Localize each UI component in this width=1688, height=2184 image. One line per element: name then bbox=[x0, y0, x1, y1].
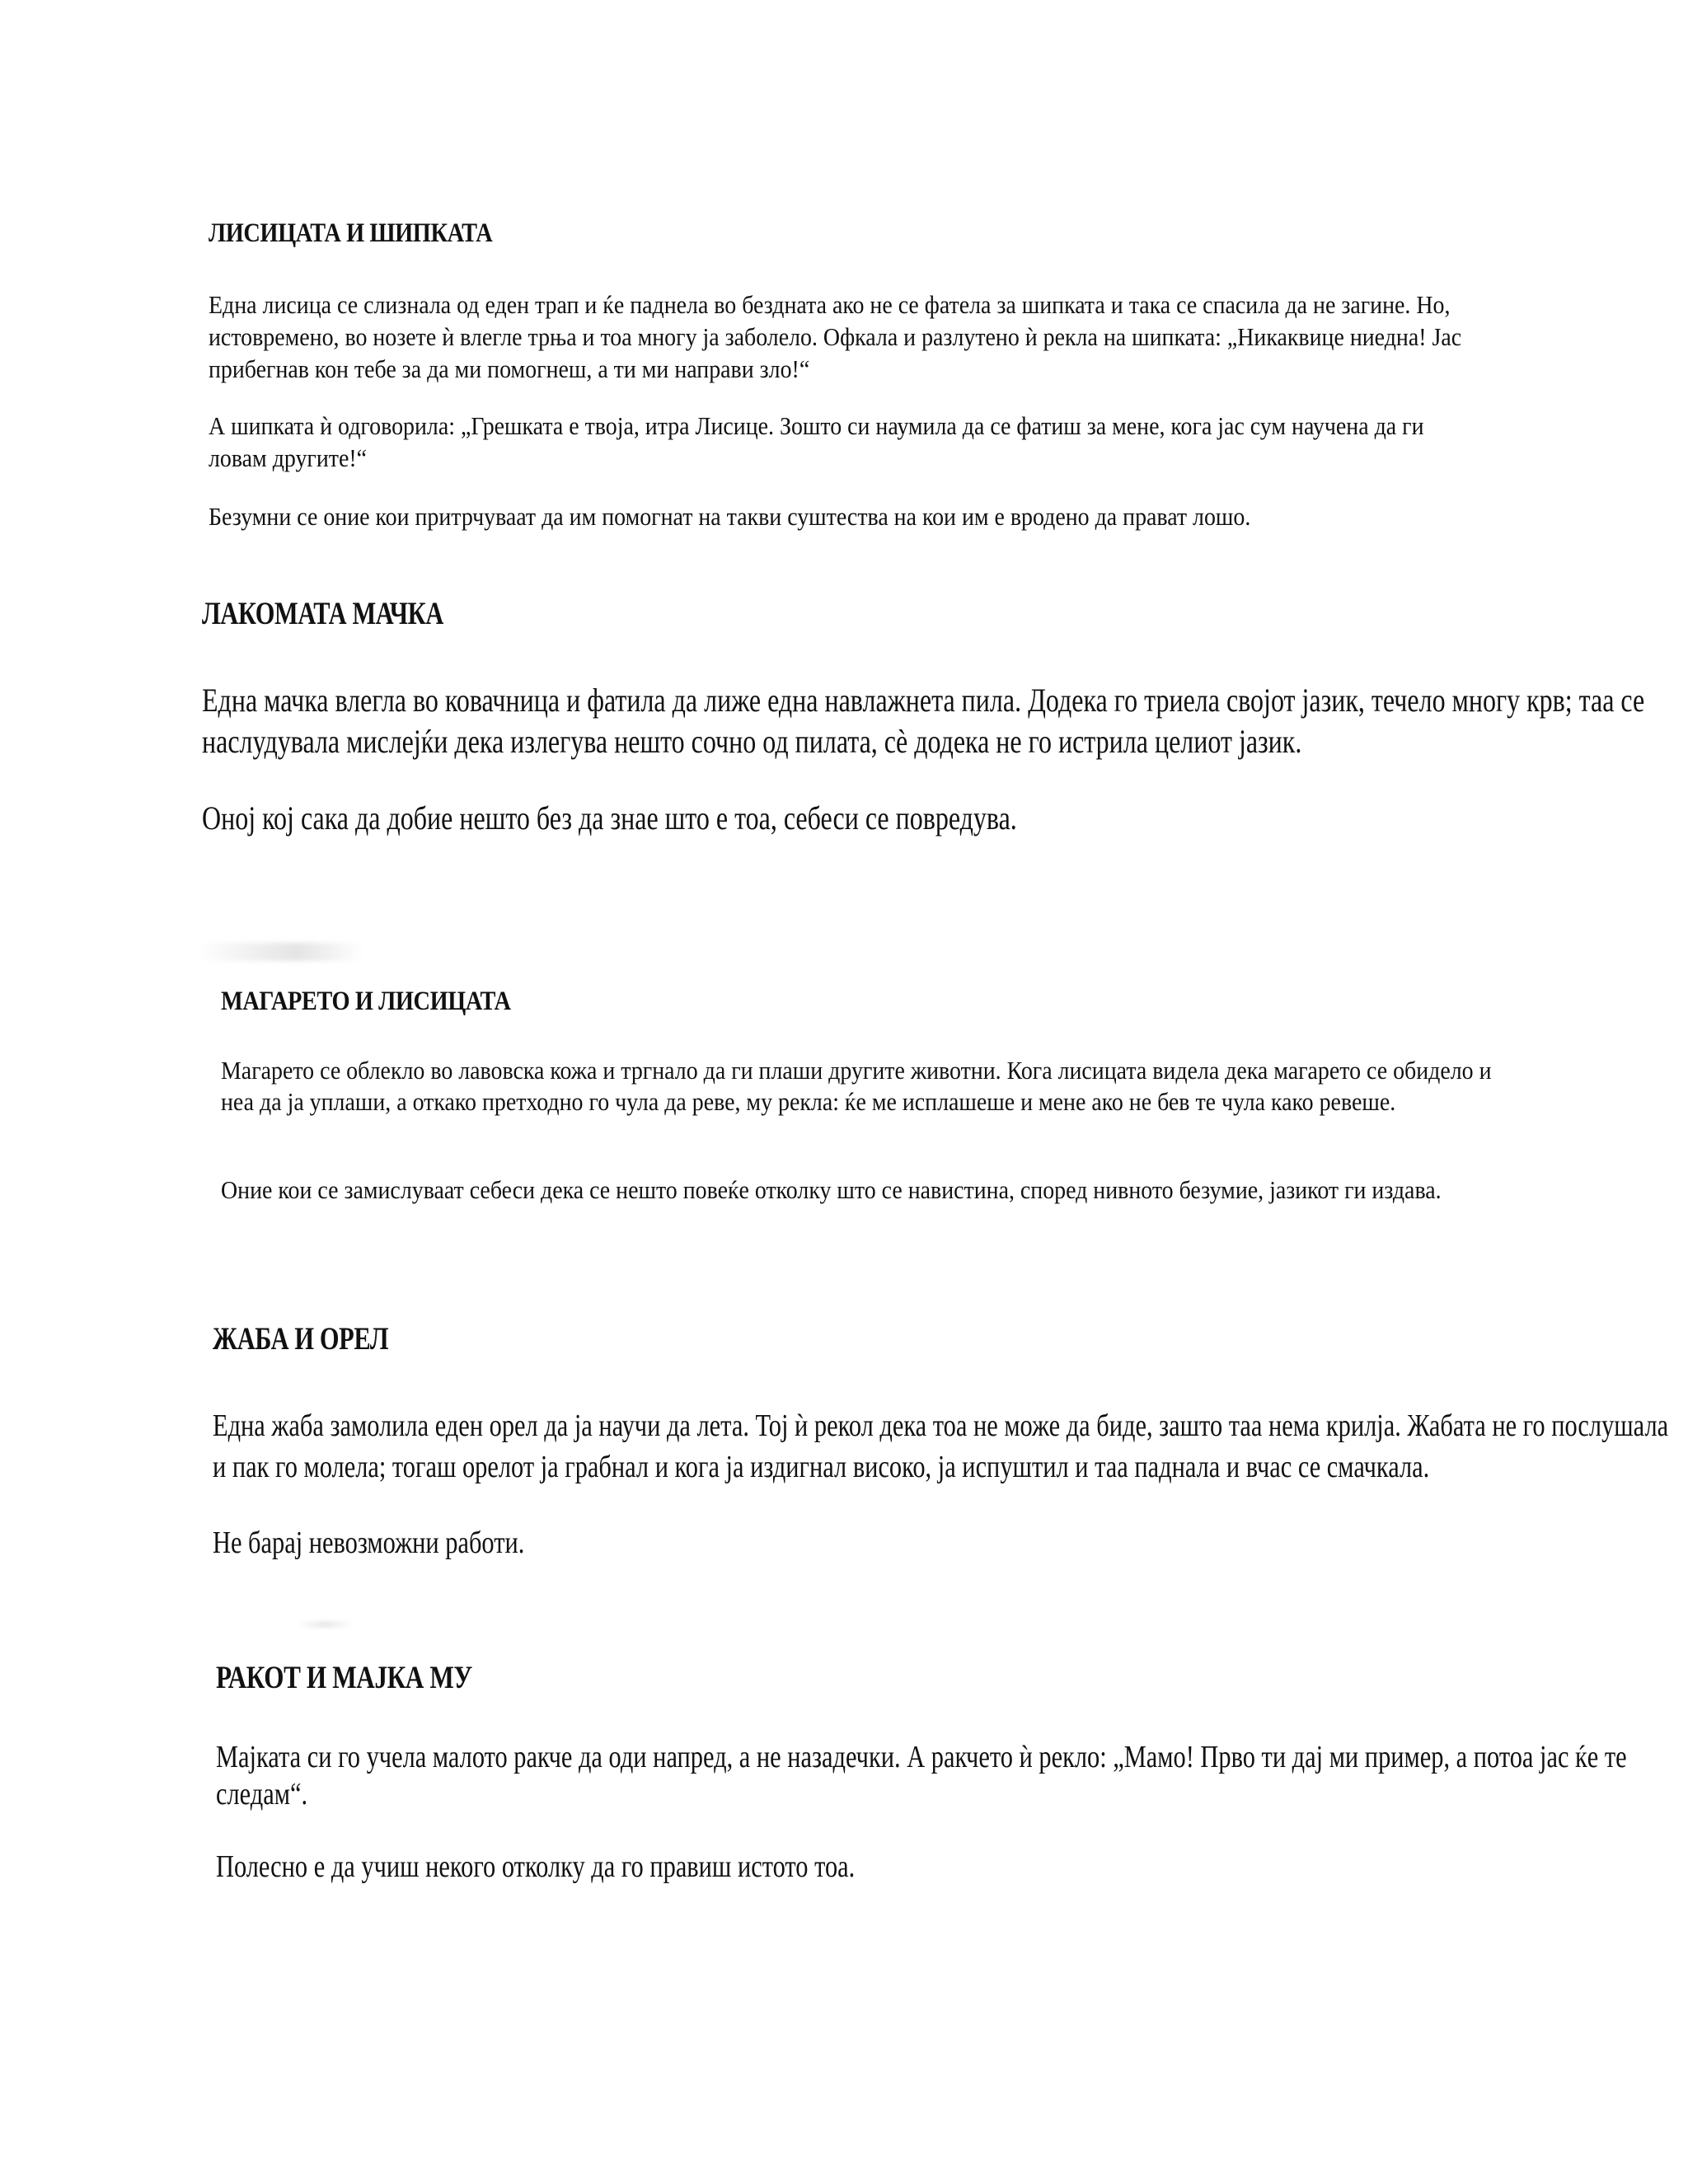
fable-title: ЛАКОМАТА МАЧКА bbox=[202, 596, 443, 631]
fable-paragraph: Една жаба замолила еден орел да ја научи да лета. Тој ѝ рекол дека тоа не може да биде, зашто таа нема крилја. Жабата не го послушала и пак го молела; тогаш орелот ја грабнал и кога ја издигнал високо, ја испуштил и таа паднала и вчас се смачкала. bbox=[213, 1408, 1669, 1484]
fable-paragraph: А шипката ѝ одговорила: „Грешката е твоја, итра Лисице. Зошто си наумила да се фатиш за мене, кога јас сум научена да ги ловам другите!“ bbox=[209, 411, 1424, 472]
fable-title: РАКОТ И МАЈКА МУ bbox=[216, 1660, 472, 1695]
scan-shadow bbox=[297, 1621, 354, 1628]
fable-paragraph: Една лисица се слизнала од еден трап и ќе паднела во бездната ако не се фатела за шипката и така се спасила да не загине. Но, истовремено, во нозете ѝ влегле трња и тоа многу ја заболело. Офкала и разлутено ѝ рекла на шипката: „Никаквице ниедна! Јас прибегнав кон тебе за да ми помогнеш, а ти ми направи зло!“ bbox=[209, 290, 1462, 383]
fable-title: ЖАБА И ОРЕЛ bbox=[213, 1321, 389, 1357]
fable-moral: Не барај невозможни работи. bbox=[213, 1526, 525, 1560]
fable-moral: Полесно е да учиш некого отколку да го правиш истото тоа. bbox=[216, 1849, 856, 1884]
fable-moral: Безумни се оние кои притрчуваат да им помогнат на такви суштества на кои им е вродено да прават лошо. bbox=[209, 502, 1251, 531]
fable-title: МАГАРЕТО И ЛИСИЦАТА bbox=[221, 987, 511, 1016]
fable-moral: Оној кој сака да добие нешто без да знае што е тоа, себеси се повредува. bbox=[202, 799, 1017, 837]
fable-paragraph: Една мачка влегла во ковачница и фатила да лиже една навлажнета пила. Додека го триела својот јазик, течело многу крв; таа се наслудувала мислејќи дека излегува нешто сочно од пилата, сè додека не го истрила целиот јазик. bbox=[202, 682, 1645, 760]
fable-paragraph: Мајката си го учела малото ракче да оди напред, а не назадечки. А ракчето ѝ рекло: „Мамо! Прво ти дај ми пример, а потоа јас ќе те следам“. bbox=[216, 1740, 1627, 1811]
scan-shadow bbox=[198, 943, 363, 961]
fable-paragraph: Магарето се облекло во лавовска кожа и тргнало да ги плаши другите животни. Кога лисицата видела дека магарето се обидело и неа да ја уплаши, а откако претходно го чула да реве, му рекла: ќе ме исплашеше и мене ако не бев те чула како ревеше. bbox=[221, 1056, 1492, 1116]
fable-moral: Оние кои се замислуваат себеси дека се нешто повеќе отколку што се навистина, според нивното безумие, јазикот ги издава. bbox=[221, 1175, 1442, 1204]
fable-title: ЛИСИЦАТА И ШИПКАТА bbox=[209, 218, 493, 248]
